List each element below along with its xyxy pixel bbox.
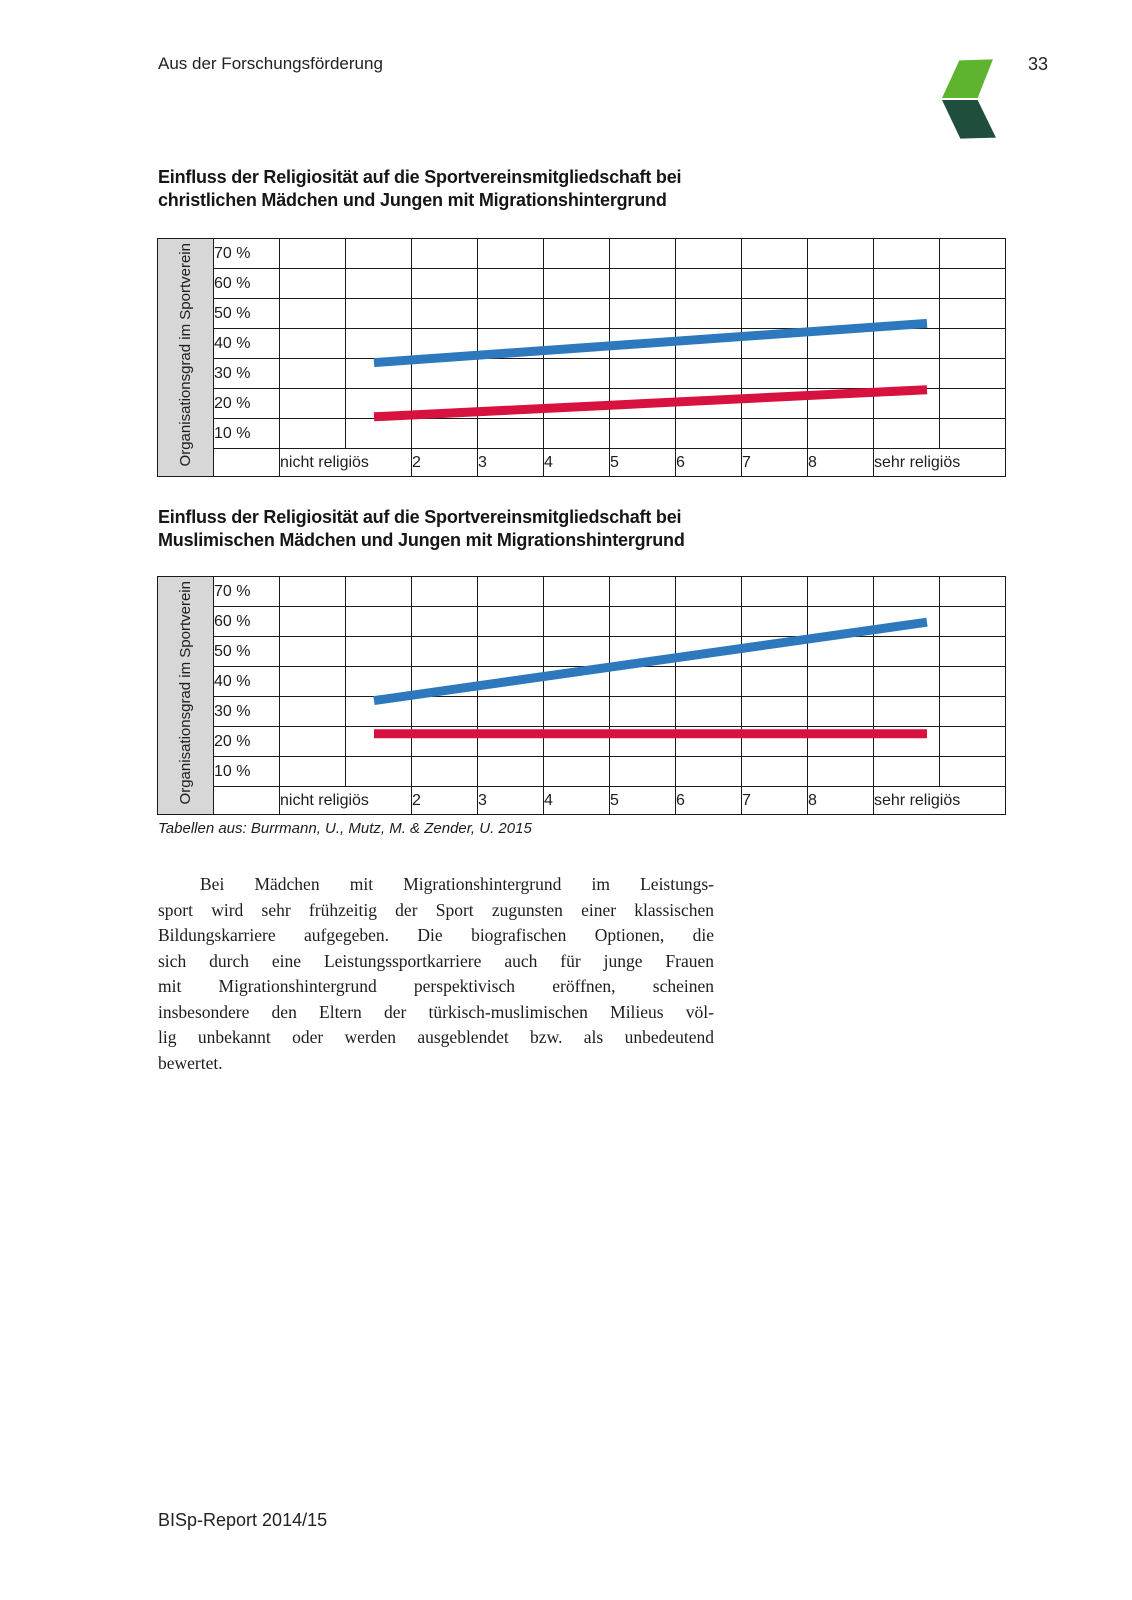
grid-cell	[808, 637, 874, 667]
grid-row	[158, 419, 1006, 449]
grid-cell	[280, 727, 346, 757]
x-category-label: nicht religiös	[280, 449, 412, 477]
chevron-logo-icon	[940, 58, 998, 140]
grid-cell	[940, 299, 1006, 329]
grid-cell	[544, 269, 610, 299]
grid-row	[158, 359, 1006, 389]
grid-cell	[478, 757, 544, 787]
grid-cell	[478, 727, 544, 757]
grid-cell	[676, 359, 742, 389]
grid-row	[158, 299, 1006, 329]
grid-cell	[940, 607, 1006, 637]
grid-cell	[610, 389, 676, 419]
y-axis-title-cell	[158, 239, 214, 477]
grid-cell	[610, 697, 676, 727]
grid-cell	[280, 239, 346, 269]
grid-cell	[544, 637, 610, 667]
grid-cell	[742, 727, 808, 757]
grid-cell	[478, 667, 544, 697]
grid-cell	[346, 419, 412, 449]
grid-row	[158, 607, 1006, 637]
grid-cell	[280, 389, 346, 419]
x-category-label: 4	[544, 787, 610, 815]
x-category-label: 6	[676, 449, 742, 477]
grid-cell	[676, 757, 742, 787]
grid-cell	[808, 419, 874, 449]
chart-2-title-line-2: Muslimischen Mädchen und Jungen mit Migrationshintergrund	[158, 530, 685, 550]
grid-cell	[742, 577, 808, 607]
grid-cell	[808, 389, 874, 419]
grid-cell	[610, 637, 676, 667]
y-tick-label: 30 %	[214, 359, 280, 389]
chart-1-title	[158, 166, 681, 212]
grid-cell	[610, 577, 676, 607]
grid-cell	[940, 389, 1006, 419]
grid-cell	[478, 329, 544, 359]
grid-cell	[676, 329, 742, 359]
grid-cell	[874, 389, 940, 419]
x-category-label: 2	[412, 449, 478, 477]
grid-cell	[610, 239, 676, 269]
grid-cell	[742, 389, 808, 419]
grid-row	[158, 329, 1006, 359]
grid-cell	[874, 757, 940, 787]
y-tick-label: 10 %	[214, 757, 280, 787]
grid-cell	[808, 359, 874, 389]
grid-cell	[808, 757, 874, 787]
grid-cell	[412, 419, 478, 449]
grid-row	[158, 697, 1006, 727]
grid-cell	[940, 239, 1006, 269]
grid-cell	[940, 269, 1006, 299]
grid-row	[158, 269, 1006, 299]
grid-cell	[874, 577, 940, 607]
grid-cell	[544, 359, 610, 389]
grid-cell	[478, 697, 544, 727]
grid-cell	[346, 607, 412, 637]
grid-cell	[676, 727, 742, 757]
grid-cell	[940, 329, 1006, 359]
y-tick-label: 10 %	[214, 419, 280, 449]
grid-cell	[280, 329, 346, 359]
x-axis-row	[158, 449, 1006, 477]
grid-cell	[544, 329, 610, 359]
grid-cell	[940, 637, 1006, 667]
grid-cell	[874, 359, 940, 389]
grid-cell	[346, 757, 412, 787]
grid-cell	[874, 419, 940, 449]
y-tick-label: 60 %	[214, 269, 280, 299]
grid-cell	[346, 727, 412, 757]
grid-cell	[874, 637, 940, 667]
footer-report-label: BISp-Report 2014/15	[158, 1510, 328, 1530]
chart-muslim-youth	[157, 576, 1025, 815]
grid-cell	[940, 419, 1006, 449]
grid-cell	[346, 697, 412, 727]
grid-cell	[412, 757, 478, 787]
grid-cell	[676, 269, 742, 299]
grid-cell	[940, 359, 1006, 389]
grid-cell	[940, 757, 1006, 787]
grid-cell	[544, 757, 610, 787]
grid-cell	[346, 667, 412, 697]
grid-row	[158, 757, 1006, 787]
page-number: 33	[1028, 54, 1049, 74]
grid-cell	[412, 697, 478, 727]
grid-cell	[676, 667, 742, 697]
grid-cell	[478, 359, 544, 389]
grid-cell	[412, 389, 478, 419]
grid-cell	[610, 419, 676, 449]
grid-cell	[544, 239, 610, 269]
grid-cell	[346, 299, 412, 329]
grid-cell	[742, 757, 808, 787]
grid-cell	[676, 389, 742, 419]
grid-cell	[676, 239, 742, 269]
y-tick-label: 50 %	[214, 637, 280, 667]
chart-christian-youth	[157, 238, 1025, 477]
grid-cell	[874, 269, 940, 299]
grid-cell	[808, 697, 874, 727]
x-category-label: nicht religiös	[280, 787, 412, 815]
grid-cell	[742, 637, 808, 667]
body-paragraph-line: sich durch eine Leistungssportkarriere auch für junge Frauen	[158, 950, 714, 971]
grid-cell	[280, 607, 346, 637]
grid-cell	[280, 667, 346, 697]
y-tick-label: 30 %	[214, 697, 280, 727]
y-axis-title: Organisationsgrad im Sportverein	[177, 243, 194, 467]
grid-cell	[940, 727, 1006, 757]
grid-cell	[808, 607, 874, 637]
grid-cell	[808, 269, 874, 299]
grid-cell	[346, 269, 412, 299]
chart-grid	[157, 238, 1006, 477]
grid-cell	[346, 239, 412, 269]
grid-cell	[478, 389, 544, 419]
grid-cell	[742, 269, 808, 299]
grid-cell	[610, 329, 676, 359]
grid-cell	[610, 667, 676, 697]
x-category-label: 8	[808, 787, 874, 815]
grid-cell	[280, 269, 346, 299]
x-axis-row	[158, 787, 1006, 815]
grid-cell	[280, 359, 346, 389]
body-paragraph-line: Bildungskarriere aufgegeben. Die biografischen Optionen, die	[158, 925, 714, 945]
grid-cell	[874, 607, 940, 637]
grid-row	[158, 727, 1006, 757]
grid-row	[158, 239, 1006, 269]
grid-row	[158, 637, 1006, 667]
grid-cell	[280, 697, 346, 727]
section-header: Aus der Forschungsförderung	[158, 54, 383, 73]
grid-cell	[544, 577, 610, 607]
x-category-label: 6	[676, 787, 742, 815]
x-category-label: 3	[478, 449, 544, 477]
chart-1-title-line-2: christlichen Mädchen und Jungen mit Migrationshintergrund	[158, 190, 667, 210]
grid-cell	[874, 667, 940, 697]
grid-cell	[412, 359, 478, 389]
body-paragraph-line: mit Migrationshintergrund perspektivisch eröffnen, scheinen	[158, 976, 714, 996]
grid-cell	[610, 299, 676, 329]
grid-cell	[478, 239, 544, 269]
grid-cell	[676, 577, 742, 607]
grid-cell	[412, 727, 478, 757]
x-category-label: 7	[742, 449, 808, 477]
grid-cell	[544, 697, 610, 727]
chart-2-title-line-1: Einfluss der Religiosität auf die Sportvereinsmitgliedschaft bei	[158, 507, 682, 527]
grid-cell	[676, 607, 742, 637]
grid-cell	[346, 359, 412, 389]
y-axis-title-cell	[158, 577, 214, 815]
grid-cell	[346, 637, 412, 667]
grid-cell	[610, 269, 676, 299]
grid-cell	[874, 727, 940, 757]
y-tick-label: 60 %	[214, 607, 280, 637]
grid-cell	[478, 419, 544, 449]
body-paragraph-line: lig unbekannt oder werden ausgeblendet bzw. als unbedeutend	[158, 1027, 714, 1047]
x-category-label: 4	[544, 449, 610, 477]
grid-cell	[280, 757, 346, 787]
chart-grid	[157, 576, 1006, 815]
grid-cell	[478, 607, 544, 637]
grid-cell	[940, 667, 1006, 697]
x-category-label: 5	[610, 787, 676, 815]
y-tick-label: 20 %	[214, 389, 280, 419]
grid-cell	[478, 637, 544, 667]
grid-cell	[610, 359, 676, 389]
grid-cell	[676, 299, 742, 329]
grid-cell	[544, 607, 610, 637]
grid-cell	[940, 577, 1006, 607]
grid-cell	[412, 637, 478, 667]
y-tick-label: 70 %	[214, 577, 280, 607]
x-category-label: sehr religiös	[874, 449, 1006, 477]
y-tick-label: 20 %	[214, 727, 280, 757]
body-paragraph-line: bewertet.	[158, 1052, 223, 1073]
grid-cell	[280, 637, 346, 667]
source-caption: Tabellen aus: Burrmann, U., Mutz, M. & Zender, U. 2015	[158, 820, 532, 837]
x-axis-empty-cell	[214, 787, 280, 815]
y-axis-title: Organisationsgrad im Sportverein	[177, 581, 194, 805]
grid-cell	[874, 697, 940, 727]
grid-cell	[742, 239, 808, 269]
x-category-label: 5	[610, 449, 676, 477]
grid-cell	[742, 419, 808, 449]
grid-cell	[808, 727, 874, 757]
y-tick-label: 70 %	[214, 239, 280, 269]
body-paragraph-line: insbesondere den Eltern der türkisch-muslimischen Milieus völ-	[158, 1001, 714, 1022]
grid-row	[158, 577, 1006, 607]
grid-cell	[280, 299, 346, 329]
grid-cell	[874, 239, 940, 269]
x-category-label: 8	[808, 449, 874, 477]
grid-cell	[412, 667, 478, 697]
grid-cell	[676, 697, 742, 727]
grid-cell	[808, 577, 874, 607]
grid-cell	[808, 239, 874, 269]
grid-cell	[412, 269, 478, 299]
grid-cell	[808, 329, 874, 359]
body-paragraph	[158, 872, 714, 1076]
x-category-label: 2	[412, 787, 478, 815]
grid-cell	[742, 329, 808, 359]
grid-cell	[478, 577, 544, 607]
grid-cell	[412, 607, 478, 637]
grid-cell	[742, 359, 808, 389]
body-paragraph-line: sport wird sehr frühzeitig der Sport zugunsten einer klassischen	[158, 899, 714, 920]
grid-cell	[742, 607, 808, 637]
y-tick-label: 40 %	[214, 329, 280, 359]
grid-cell	[346, 389, 412, 419]
chart-2-title	[158, 506, 685, 552]
grid-cell	[280, 577, 346, 607]
grid-cell	[874, 299, 940, 329]
grid-row	[158, 667, 1006, 697]
grid-cell	[940, 697, 1006, 727]
grid-cell	[478, 269, 544, 299]
grid-cell	[412, 299, 478, 329]
grid-cell	[544, 727, 610, 757]
x-axis-empty-cell	[214, 449, 280, 477]
grid-cell	[346, 329, 412, 359]
grid-cell	[808, 299, 874, 329]
grid-row	[158, 389, 1006, 419]
grid-cell	[544, 667, 610, 697]
grid-cell	[742, 697, 808, 727]
y-tick-label: 50 %	[214, 299, 280, 329]
grid-cell	[742, 299, 808, 329]
chart-1-title-line-1: Einfluss der Religiosität auf die Sportvereinsmitgliedschaft bei	[158, 167, 682, 187]
grid-cell	[544, 419, 610, 449]
grid-cell	[412, 239, 478, 269]
x-category-label: 7	[742, 787, 808, 815]
grid-cell	[346, 577, 412, 607]
grid-cell	[610, 727, 676, 757]
grid-cell	[874, 329, 940, 359]
grid-cell	[808, 667, 874, 697]
grid-cell	[610, 607, 676, 637]
grid-cell	[478, 299, 544, 329]
grid-cell	[676, 637, 742, 667]
grid-cell	[544, 389, 610, 419]
grid-cell	[412, 329, 478, 359]
grid-cell	[412, 577, 478, 607]
grid-cell	[280, 419, 346, 449]
grid-cell	[610, 757, 676, 787]
grid-cell	[544, 299, 610, 329]
x-category-label: sehr religiös	[874, 787, 1006, 815]
y-tick-label: 40 %	[214, 667, 280, 697]
grid-cell	[676, 419, 742, 449]
body-paragraph-line: Bei Mädchen mit Migrationshintergrund im Leistungs-	[200, 874, 714, 894]
x-category-label: 3	[478, 787, 544, 815]
grid-cell	[742, 667, 808, 697]
